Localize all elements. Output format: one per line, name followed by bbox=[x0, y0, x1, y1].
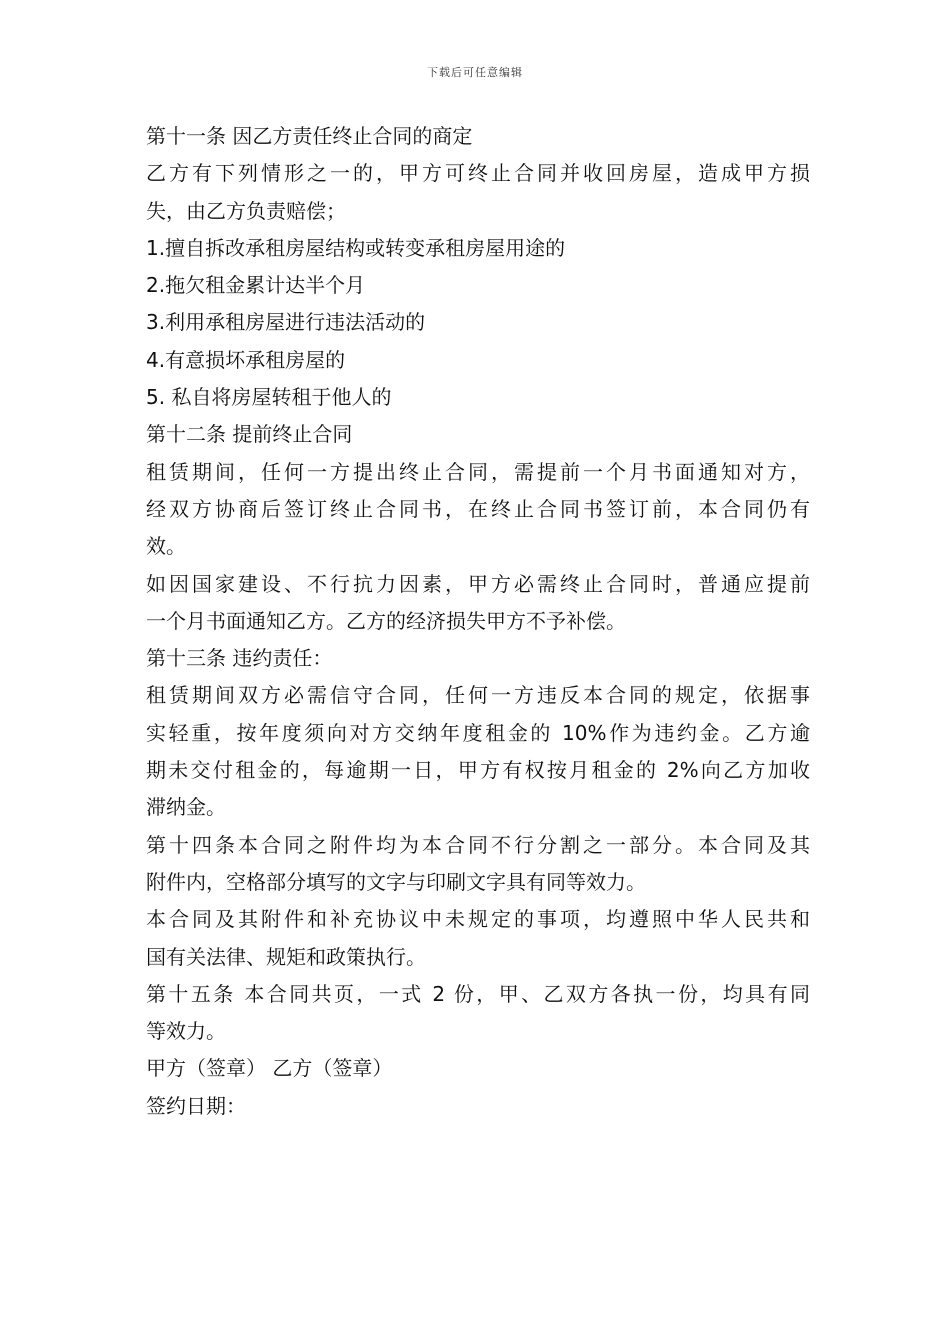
document-line: 滞纳金。 bbox=[146, 795, 226, 820]
document-line: 3.利用承租房屋进行违法活动的 bbox=[146, 310, 426, 335]
document-line: 租赁期间双方必需信守合同，任何一方违反本合同的规定，依据事 bbox=[146, 683, 810, 708]
document-line: 国有关法律、规矩和政策执行。 bbox=[146, 944, 426, 969]
document-line: 5. 私自将房屋转租于他人的 bbox=[146, 385, 392, 410]
document-body bbox=[146, 118, 810, 1125]
document-line: 甲方（签章） 乙方（签章） bbox=[146, 1056, 393, 1081]
document-line: 签约日期： bbox=[146, 1093, 246, 1118]
document-line: 租赁期间，任何一方提出终止合同，需提前一个月书面通知对方， bbox=[146, 459, 810, 484]
document-line: 失，由乙方负责赔偿； bbox=[146, 198, 346, 223]
document-line: 2.拖欠租金累计达半个月 bbox=[146, 273, 366, 298]
document-line: 第十三条 违约责任： bbox=[146, 646, 333, 671]
document-line: 效。 bbox=[146, 534, 186, 559]
document-line: 第十一条 因乙方责任终止合同的商定 bbox=[146, 124, 473, 148]
document-line: 第十四条本合同之附件均为本合同不行分割之一部分。本合同及其 bbox=[146, 832, 810, 857]
document-line: 第十二条 提前终止合同 bbox=[146, 422, 353, 447]
document-line: 一个月书面通知乙方。乙方的经济损失甲方不予补偿。 bbox=[146, 608, 626, 633]
document-line: 1.擅自拆改承租房屋结构或转变承租房屋用途的 bbox=[146, 235, 566, 260]
document-line: 4.有意损坏承租房屋的 bbox=[146, 347, 346, 372]
document-line: 实轻重，按年度须向对方交纳年度租金的 10%作为违约金。乙方逾 bbox=[146, 720, 810, 745]
document-line: 附件内，空格部分填写的文字与印刷文字具有同等效力。 bbox=[146, 869, 646, 894]
document-line: 经双方协商后签订终止合同书，在终止合同书签订前，本合同仍有 bbox=[146, 496, 810, 521]
page-header: 下载后可任意编辑 bbox=[427, 66, 523, 79]
document-line: 乙方有下列情形之一的，甲方可终止合同并收回房屋，造成甲方损 bbox=[146, 161, 810, 186]
document-line: 期未交付租金的，每逾期一日，甲方有权按月租金的 2%向乙方加收 bbox=[146, 758, 810, 783]
document-line: 如因国家建设、不行抗力因素，甲方必需终止合同时，普通应提前 bbox=[146, 571, 810, 596]
document-line: 本合同及其附件和补充协议中未规定的事项，均遵照中华人民共和 bbox=[146, 907, 810, 932]
document-line: 等效力。 bbox=[146, 1019, 226, 1044]
document-line: 第十五条 本合同共页，一式 2 份，甲、乙双方各执一份，均具有同 bbox=[146, 981, 810, 1006]
